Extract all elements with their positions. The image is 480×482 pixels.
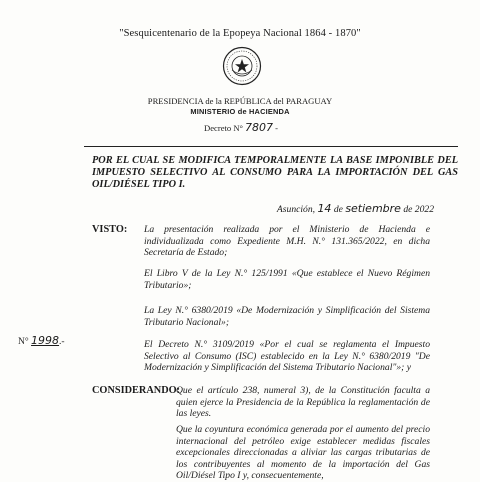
visto-paragraph-4: El Decreto N.° 3109/2019 «Por el cual se reglamenta el Impuesto Selectivo al Consumo (ISC) establecido en la Ley N.° 6380/2019 "De Modernización y Simplificación del Sistema Tributario Nacional"»; y (144, 339, 430, 373)
visto-paragraph-1: La presentación realizada por el Ministerio de Hacienda e individualizada como Expediente M.H. N.° 131.365/2022, en dicha Secretaría de Estado; (144, 224, 430, 258)
ministry-line: MINISTERIO de HACIENDA (190, 107, 290, 116)
national-seal-icon (222, 46, 262, 86)
margin-registration-note: N° 1998.- (18, 334, 65, 347)
considerando-paragraph-1: Que el artículo 238, numeral 3), de la Constitución faculta a quien ejerce la Presidencia de la República la reglamentación de las leyes. (176, 385, 430, 419)
city: Asunción, (276, 204, 316, 215)
visto-label: VISTO: (92, 224, 128, 235)
presidency-line: PRESIDENCIA de la REPÚBLICA del PARAGUAY (147, 96, 333, 106)
considerando-label: CONSIDERANDO: (92, 385, 181, 396)
decree-number-line: Decreto N° 7807 - (204, 121, 279, 134)
visto-paragraph-2: El Libro V de la Ley N.° 125/1991 «Que establece el Nuevo Régimen Tributario»; (144, 268, 430, 291)
place-date (0, 202, 434, 215)
decree-title: POR EL CUAL SE MODIFICA TEMPORALMENTE LA BASE IMPONIBLE DEL IMPUESTO SELECTIVO AL CONSUMO PARA LA IMPORTACIÓN DEL GAS OIL/DIÉSEL TIPO I. (92, 155, 458, 190)
considerando-paragraph-2: Que la coyuntura económica generada por el aumento del precio internacional del petróleo exige establecer medidas fiscales excepcionales direccionadas a aliviar las cargas tributarias de los contribuyentes al momento de la importación del Gas Oil/Diésel Tipo I y, consecuentemente, (176, 424, 430, 481)
margin-number: 1998 (31, 334, 60, 347)
decree-number: 7807 (245, 121, 273, 134)
commemorative-motto: "Sesquicentenario de la Epopeya Nacional 1864 - 1870" (119, 28, 361, 39)
day: 14 (317, 202, 332, 215)
margin-label: N° (18, 337, 29, 347)
header-divider (84, 146, 458, 147)
date-de: de (333, 204, 343, 215)
month: setiembre (345, 202, 401, 215)
year: de 2022 (403, 204, 434, 215)
visto-paragraph-3: La Ley N.° 6380/2019 «De Modernización y Simplificación del Sistema Tributario Nacional»; (144, 305, 430, 328)
decree-label: Decreto N° (204, 123, 243, 133)
